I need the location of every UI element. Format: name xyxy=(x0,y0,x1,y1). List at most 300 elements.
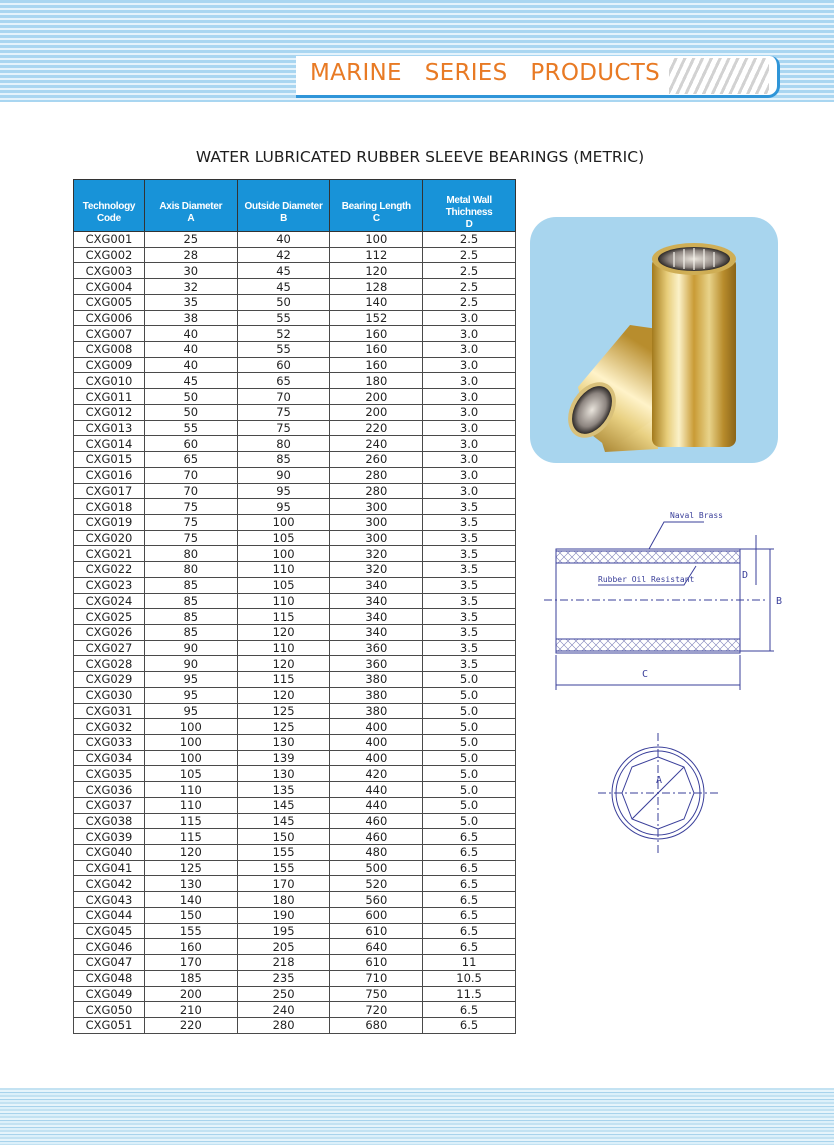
rubber-layer-bottom xyxy=(556,639,740,651)
cell-wall-thickness: 6.5 xyxy=(423,1017,516,1033)
cell-outside-diameter: 115 xyxy=(237,609,330,625)
cell-bearing-length: 200 xyxy=(330,389,423,405)
cell-outside-diameter: 105 xyxy=(237,530,330,546)
cell-axis-diameter: 100 xyxy=(144,735,237,751)
cell-axis-diameter: 50 xyxy=(144,404,237,420)
cell-axis-diameter: 75 xyxy=(144,530,237,546)
table-row xyxy=(74,467,516,483)
cell-axis-diameter: 75 xyxy=(144,514,237,530)
cell-bearing-length: 280 xyxy=(330,467,423,483)
cell-axis-diameter: 50 xyxy=(144,389,237,405)
product-photo xyxy=(530,217,778,463)
tall-sleeve xyxy=(652,243,736,447)
cell-code: CXG041 xyxy=(74,860,145,876)
cell-outside-diameter: 155 xyxy=(237,860,330,876)
cell-wall-thickness: 3.5 xyxy=(423,546,516,562)
table-row xyxy=(74,499,516,515)
dim-label-a: A xyxy=(656,775,663,786)
cell-code: CXG020 xyxy=(74,530,145,546)
cell-outside-diameter: 139 xyxy=(237,750,330,766)
cell-wall-thickness: 6.5 xyxy=(423,892,516,908)
cell-code: CXG033 xyxy=(74,735,145,751)
cell-bearing-length: 112 xyxy=(330,247,423,263)
cell-bearing-length: 380 xyxy=(330,672,423,688)
rubber-layer-top xyxy=(556,551,740,563)
footer-stripes xyxy=(0,1088,834,1145)
cell-code: CXG024 xyxy=(74,593,145,609)
cell-outside-diameter: 240 xyxy=(237,1002,330,1018)
cell-axis-diameter: 38 xyxy=(144,310,237,326)
cell-wall-thickness: 5.0 xyxy=(423,703,516,719)
table-row xyxy=(74,279,516,295)
cell-wall-thickness: 3.5 xyxy=(423,514,516,530)
cell-axis-diameter: 35 xyxy=(144,294,237,310)
cell-axis-diameter: 100 xyxy=(144,750,237,766)
cell-outside-diameter: 280 xyxy=(237,1017,330,1033)
cell-bearing-length: 340 xyxy=(330,577,423,593)
header-outside-diameter: Outside Diameter B xyxy=(237,180,330,232)
table-row xyxy=(74,342,516,358)
cell-axis-diameter: 40 xyxy=(144,326,237,342)
cell-wall-thickness: 6.5 xyxy=(423,923,516,939)
table-row xyxy=(74,546,516,562)
cell-bearing-length: 400 xyxy=(330,750,423,766)
cell-wall-thickness: 3.5 xyxy=(423,609,516,625)
cell-bearing-length: 720 xyxy=(330,1002,423,1018)
series-banner xyxy=(296,56,780,98)
cell-axis-diameter: 70 xyxy=(144,483,237,499)
table-row xyxy=(74,829,516,845)
cell-bearing-length: 380 xyxy=(330,703,423,719)
cell-outside-diameter: 55 xyxy=(237,310,330,326)
cell-outside-diameter: 45 xyxy=(237,279,330,295)
cell-code: CXG042 xyxy=(74,876,145,892)
dim-label-b: B xyxy=(776,596,783,607)
cell-outside-diameter: 55 xyxy=(237,342,330,358)
cell-axis-diameter: 170 xyxy=(144,955,237,971)
table-row xyxy=(74,687,516,703)
table-row xyxy=(74,1002,516,1018)
cell-axis-diameter: 40 xyxy=(144,342,237,358)
table-row xyxy=(74,876,516,892)
dim-label-d: D xyxy=(742,570,749,581)
cell-bearing-length: 610 xyxy=(330,923,423,939)
cell-code: CXG027 xyxy=(74,640,145,656)
cell-axis-diameter: 28 xyxy=(144,247,237,263)
cell-code: CXG018 xyxy=(74,499,145,515)
cell-outside-diameter: 190 xyxy=(237,907,330,923)
cell-axis-diameter: 85 xyxy=(144,624,237,640)
cell-bearing-length: 600 xyxy=(330,907,423,923)
cell-code: CXG040 xyxy=(74,845,145,861)
cell-wall-thickness: 3.0 xyxy=(423,389,516,405)
cell-bearing-length: 440 xyxy=(330,782,423,798)
cell-outside-diameter: 180 xyxy=(237,892,330,908)
cell-outside-diameter: 115 xyxy=(237,672,330,688)
cell-wall-thickness: 6.5 xyxy=(423,876,516,892)
cell-outside-diameter: 155 xyxy=(237,845,330,861)
table-row xyxy=(74,656,516,672)
cell-axis-diameter: 85 xyxy=(144,577,237,593)
cell-outside-diameter: 125 xyxy=(237,703,330,719)
cell-wall-thickness: 3.0 xyxy=(423,373,516,389)
cell-wall-thickness: 3.0 xyxy=(423,467,516,483)
cell-axis-diameter: 110 xyxy=(144,797,237,813)
table-row xyxy=(74,357,516,373)
banner-title: MARINE SERIES PRODUCTS xyxy=(310,60,660,86)
cell-wall-thickness: 3.0 xyxy=(423,420,516,436)
cell-code: CXG010 xyxy=(74,373,145,389)
cell-outside-diameter: 50 xyxy=(237,294,330,310)
cell-wall-thickness: 5.0 xyxy=(423,766,516,782)
cell-bearing-length: 280 xyxy=(330,483,423,499)
cell-axis-diameter: 95 xyxy=(144,703,237,719)
cell-axis-diameter: 95 xyxy=(144,672,237,688)
cell-bearing-length: 520 xyxy=(330,876,423,892)
table-row xyxy=(74,892,516,908)
cell-bearing-length: 320 xyxy=(330,546,423,562)
cell-wall-thickness: 3.0 xyxy=(423,436,516,452)
cell-axis-diameter: 120 xyxy=(144,845,237,861)
cell-bearing-length: 180 xyxy=(330,373,423,389)
cell-code: CXG050 xyxy=(74,1002,145,1018)
table-row xyxy=(74,970,516,986)
cell-code: CXG035 xyxy=(74,766,145,782)
cell-outside-diameter: 105 xyxy=(237,577,330,593)
cell-axis-diameter: 45 xyxy=(144,373,237,389)
table-row xyxy=(74,703,516,719)
table-row xyxy=(74,232,516,248)
table-row xyxy=(74,735,516,751)
header-technology-code: Technology Code xyxy=(74,180,145,232)
cell-axis-diameter: 125 xyxy=(144,860,237,876)
cell-code: CXG001 xyxy=(74,232,145,248)
cell-outside-diameter: 90 xyxy=(237,467,330,483)
cell-code: CXG011 xyxy=(74,389,145,405)
cell-outside-diameter: 125 xyxy=(237,719,330,735)
cell-axis-diameter: 25 xyxy=(144,232,237,248)
cell-outside-diameter: 60 xyxy=(237,357,330,373)
cell-code: CXG005 xyxy=(74,294,145,310)
cell-wall-thickness: 3.5 xyxy=(423,593,516,609)
cell-wall-thickness: 3.0 xyxy=(423,310,516,326)
cell-code: CXG032 xyxy=(74,719,145,735)
cell-code: CXG048 xyxy=(74,970,145,986)
table-row xyxy=(74,860,516,876)
cell-outside-diameter: 218 xyxy=(237,955,330,971)
cell-code: CXG007 xyxy=(74,326,145,342)
cell-outside-diameter: 75 xyxy=(237,404,330,420)
cell-code: CXG017 xyxy=(74,483,145,499)
cell-outside-diameter: 150 xyxy=(237,829,330,845)
cell-wall-thickness: 6.5 xyxy=(423,829,516,845)
cell-bearing-length: 128 xyxy=(330,279,423,295)
brass-sleeve-bearings-image xyxy=(530,217,778,463)
cell-code: CXG051 xyxy=(74,1017,145,1033)
cell-outside-diameter: 250 xyxy=(237,986,330,1002)
cell-bearing-length: 400 xyxy=(330,719,423,735)
table-row xyxy=(74,310,516,326)
cell-axis-diameter: 90 xyxy=(144,640,237,656)
cell-wall-thickness: 10.5 xyxy=(423,970,516,986)
cell-wall-thickness: 5.0 xyxy=(423,735,516,751)
cell-outside-diameter: 65 xyxy=(237,373,330,389)
cell-axis-diameter: 110 xyxy=(144,782,237,798)
table-row xyxy=(74,923,516,939)
cell-bearing-length: 480 xyxy=(330,845,423,861)
table-header-row xyxy=(74,180,516,232)
table-body xyxy=(74,232,516,1034)
table-row xyxy=(74,750,516,766)
cell-code: CXG044 xyxy=(74,907,145,923)
cell-axis-diameter: 85 xyxy=(144,609,237,625)
cell-axis-diameter: 115 xyxy=(144,813,237,829)
banner-hatch-decoration xyxy=(669,58,769,94)
table-row xyxy=(74,1017,516,1033)
cell-wall-thickness: 3.5 xyxy=(423,656,516,672)
header-wall-thickness: Metal Wall Thichness D xyxy=(423,180,516,232)
cell-outside-diameter: 130 xyxy=(237,735,330,751)
cell-axis-diameter: 85 xyxy=(144,593,237,609)
cell-code: CXG026 xyxy=(74,624,145,640)
cell-axis-diameter: 70 xyxy=(144,467,237,483)
cell-outside-diameter: 100 xyxy=(237,546,330,562)
cell-wall-thickness: 2.5 xyxy=(423,279,516,295)
cell-outside-diameter: 95 xyxy=(237,499,330,515)
cell-outside-diameter: 42 xyxy=(237,247,330,263)
cell-outside-diameter: 145 xyxy=(237,813,330,829)
table-row xyxy=(74,624,516,640)
cell-outside-diameter: 205 xyxy=(237,939,330,955)
cell-bearing-length: 160 xyxy=(330,342,423,358)
table-row xyxy=(74,593,516,609)
cell-code: CXG004 xyxy=(74,279,145,295)
cell-bearing-length: 360 xyxy=(330,640,423,656)
cell-code: CXG036 xyxy=(74,782,145,798)
cell-outside-diameter: 85 xyxy=(237,452,330,468)
cell-outside-diameter: 70 xyxy=(237,389,330,405)
cell-axis-diameter: 95 xyxy=(144,687,237,703)
cell-bearing-length: 380 xyxy=(330,687,423,703)
cell-bearing-length: 300 xyxy=(330,530,423,546)
cell-code: CXG022 xyxy=(74,562,145,578)
cell-axis-diameter: 130 xyxy=(144,876,237,892)
cell-wall-thickness: 11 xyxy=(423,955,516,971)
cell-code: CXG016 xyxy=(74,467,145,483)
cell-code: CXG046 xyxy=(74,939,145,955)
table-row xyxy=(74,530,516,546)
cell-axis-diameter: 80 xyxy=(144,546,237,562)
cell-bearing-length: 460 xyxy=(330,813,423,829)
cell-wall-thickness: 6.5 xyxy=(423,845,516,861)
cell-code: CXG037 xyxy=(74,797,145,813)
cell-code: CXG029 xyxy=(74,672,145,688)
cell-wall-thickness: 5.0 xyxy=(423,687,516,703)
cell-bearing-length: 152 xyxy=(330,310,423,326)
cell-code: CXG030 xyxy=(74,687,145,703)
cell-wall-thickness: 2.5 xyxy=(423,263,516,279)
cell-bearing-length: 500 xyxy=(330,860,423,876)
cell-wall-thickness: 5.0 xyxy=(423,672,516,688)
cell-axis-diameter: 40 xyxy=(144,357,237,373)
table-row xyxy=(74,452,516,468)
cell-axis-diameter: 155 xyxy=(144,923,237,939)
cell-wall-thickness: 5.0 xyxy=(423,719,516,735)
cell-code: CXG038 xyxy=(74,813,145,829)
cell-bearing-length: 750 xyxy=(330,986,423,1002)
cell-code: CXG015 xyxy=(74,452,145,468)
cell-outside-diameter: 52 xyxy=(237,326,330,342)
cell-code: CXG013 xyxy=(74,420,145,436)
cell-axis-diameter: 75 xyxy=(144,499,237,515)
cell-bearing-length: 200 xyxy=(330,404,423,420)
cell-bearing-length: 360 xyxy=(330,656,423,672)
cell-code: CXG025 xyxy=(74,609,145,625)
cell-code: CXG043 xyxy=(74,892,145,908)
cell-outside-diameter: 45 xyxy=(237,263,330,279)
cell-bearing-length: 640 xyxy=(330,939,423,955)
cell-code: CXG006 xyxy=(74,310,145,326)
cell-bearing-length: 680 xyxy=(330,1017,423,1033)
cell-wall-thickness: 2.5 xyxy=(423,232,516,248)
table-row xyxy=(74,907,516,923)
table-row xyxy=(74,562,516,578)
dim-label-c: C xyxy=(642,669,649,680)
cross-section-drawing xyxy=(598,733,718,853)
cell-wall-thickness: 11.5 xyxy=(423,986,516,1002)
cell-outside-diameter: 110 xyxy=(237,562,330,578)
cell-axis-diameter: 30 xyxy=(144,263,237,279)
leader-naval-brass xyxy=(649,522,704,549)
table-row xyxy=(74,797,516,813)
table-row xyxy=(74,813,516,829)
table-row xyxy=(74,404,516,420)
cell-code: CXG003 xyxy=(74,263,145,279)
cell-bearing-length: 160 xyxy=(330,357,423,373)
cell-bearing-length: 710 xyxy=(330,970,423,986)
cell-outside-diameter: 110 xyxy=(237,640,330,656)
small-sleeve xyxy=(558,325,658,453)
cell-wall-thickness: 5.0 xyxy=(423,782,516,798)
cell-axis-diameter: 185 xyxy=(144,970,237,986)
cell-outside-diameter: 40 xyxy=(237,232,330,248)
cell-code: CXG002 xyxy=(74,247,145,263)
cell-axis-diameter: 60 xyxy=(144,436,237,452)
bearing-spec-table xyxy=(73,179,516,1034)
table-row xyxy=(74,672,516,688)
table-row xyxy=(74,247,516,263)
cell-bearing-length: 400 xyxy=(330,735,423,751)
cell-axis-diameter: 65 xyxy=(144,452,237,468)
cell-wall-thickness: 5.0 xyxy=(423,750,516,766)
cell-code: CXG034 xyxy=(74,750,145,766)
cell-code: CXG039 xyxy=(74,829,145,845)
sleeve-section-drawing xyxy=(536,505,786,695)
cell-code: CXG019 xyxy=(74,514,145,530)
cell-axis-diameter: 80 xyxy=(144,562,237,578)
cell-bearing-length: 320 xyxy=(330,562,423,578)
cell-code: CXG021 xyxy=(74,546,145,562)
cell-wall-thickness: 2.5 xyxy=(423,247,516,263)
header-bearing-length: Bearing Length C xyxy=(330,180,423,232)
cell-wall-thickness: 6.5 xyxy=(423,860,516,876)
table-row xyxy=(74,719,516,735)
cell-outside-diameter: 100 xyxy=(237,514,330,530)
cell-wall-thickness: 3.5 xyxy=(423,530,516,546)
cell-code: CXG045 xyxy=(74,923,145,939)
cell-wall-thickness: 3.5 xyxy=(423,562,516,578)
table-row xyxy=(74,955,516,971)
cell-outside-diameter: 145 xyxy=(237,797,330,813)
cell-bearing-length: 100 xyxy=(330,232,423,248)
document-title: WATER LUBRICATED RUBBER SLEEVE BEARINGS (METRIC) xyxy=(195,148,645,166)
cell-code: CXG009 xyxy=(74,357,145,373)
table-row xyxy=(74,294,516,310)
cell-axis-diameter: 32 xyxy=(144,279,237,295)
cell-bearing-length: 160 xyxy=(330,326,423,342)
cell-code: CXG023 xyxy=(74,577,145,593)
header-axis-diameter: Axis Diameter A xyxy=(144,180,237,232)
table-row xyxy=(74,577,516,593)
sleeve-outline xyxy=(556,549,740,653)
table-row xyxy=(74,640,516,656)
table-row xyxy=(74,483,516,499)
table-row xyxy=(74,845,516,861)
cell-axis-diameter: 140 xyxy=(144,892,237,908)
cell-outside-diameter: 130 xyxy=(237,766,330,782)
cell-outside-diameter: 120 xyxy=(237,624,330,640)
cell-wall-thickness: 3.0 xyxy=(423,357,516,373)
cell-bearing-length: 340 xyxy=(330,609,423,625)
cell-code: CXG008 xyxy=(74,342,145,358)
cell-bearing-length: 340 xyxy=(330,593,423,609)
cell-outside-diameter: 235 xyxy=(237,970,330,986)
cell-axis-diameter: 200 xyxy=(144,986,237,1002)
cell-bearing-length: 610 xyxy=(330,955,423,971)
cell-wall-thickness: 3.5 xyxy=(423,640,516,656)
cell-code: CXG028 xyxy=(74,656,145,672)
table-row xyxy=(74,420,516,436)
cell-axis-diameter: 90 xyxy=(144,656,237,672)
cell-outside-diameter: 75 xyxy=(237,420,330,436)
cell-outside-diameter: 110 xyxy=(237,593,330,609)
cell-axis-diameter: 105 xyxy=(144,766,237,782)
table-row xyxy=(74,782,516,798)
cell-axis-diameter: 100 xyxy=(144,719,237,735)
cell-code: CXG031 xyxy=(74,703,145,719)
cell-code: CXG047 xyxy=(74,955,145,971)
cell-outside-diameter: 135 xyxy=(237,782,330,798)
cell-code: CXG014 xyxy=(74,436,145,452)
cell-wall-thickness: 6.5 xyxy=(423,1002,516,1018)
cell-bearing-length: 420 xyxy=(330,766,423,782)
table-row xyxy=(74,326,516,342)
cell-bearing-length: 340 xyxy=(330,624,423,640)
cell-outside-diameter: 170 xyxy=(237,876,330,892)
table-row xyxy=(74,436,516,452)
cell-wall-thickness: 3.5 xyxy=(423,624,516,640)
cell-code: CXG049 xyxy=(74,986,145,1002)
cell-wall-thickness: 3.0 xyxy=(423,342,516,358)
table-row xyxy=(74,263,516,279)
cell-axis-diameter: 115 xyxy=(144,829,237,845)
cell-axis-diameter: 55 xyxy=(144,420,237,436)
table-row xyxy=(74,986,516,1002)
cell-wall-thickness: 5.0 xyxy=(423,797,516,813)
cell-wall-thickness: 3.0 xyxy=(423,326,516,342)
label-rubber-oil-resistant: Rubber Oil Resistant xyxy=(598,575,695,584)
cell-bearing-length: 220 xyxy=(330,420,423,436)
